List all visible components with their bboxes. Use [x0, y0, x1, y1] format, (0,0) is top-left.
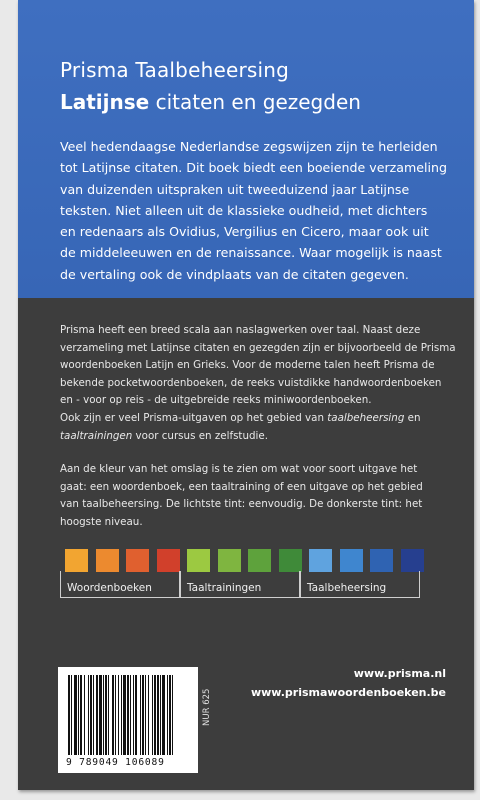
colour-swatch-row — [60, 549, 460, 573]
body-line: verzameling met Latijnse citaten en gezegden zijn er bijvoorbeeld de Prisma — [60, 341, 456, 354]
intro-line: teksten. Niet alleen uit de klassieke oudheid, met dichters — [60, 202, 428, 218]
emphasis-taalbeheersing: taalbeheersing — [327, 411, 405, 424]
title-rest: citaten en gezegden — [149, 90, 361, 114]
body-line: Prisma heeft een breed scala aan naslagwerken over taal. Naast deze — [60, 324, 421, 336]
colour-swatch — [279, 549, 302, 572]
colour-swatch — [96, 549, 119, 572]
category-taaltrainingen — [180, 571, 300, 598]
colour-swatch — [218, 549, 241, 572]
colour-swatch — [187, 549, 210, 572]
intro-line: de vertaling ook de vindplaats van de citaten gegeven. — [60, 266, 409, 282]
intro-line: tot Latijnse citaten. Dit boek biedt een boeiende verzameling — [60, 160, 447, 176]
body-line: Aan de kleur van het omslag is te zien om wat voor soort uitgave het — [60, 463, 418, 475]
colour-swatch — [309, 549, 332, 572]
intro-line: Veel hedendaagse Nederlandse zegswijzen zijn te herleiden — [60, 139, 438, 154]
intro-text — [60, 136, 460, 285]
body-line: van taalbeheersing. De lichtste tint: eenvoudig. De donkerste tint: het — [60, 498, 423, 511]
body-line: bekende pocketwoordenboeken, de reeks vuistdikke handwoordenboeken — [60, 376, 442, 389]
website-link-prisma[interactable]: www.prisma.nl — [353, 667, 446, 680]
body-line: woordenboeken Latijn en Grieks. Voor de moderne talen heeft Prisma de — [60, 359, 435, 372]
body-line: gaat: een woordenboek, een taaltraining of een uitgave op het gebied — [60, 480, 423, 493]
category-taalbeheersing — [300, 571, 420, 598]
category-label: Woordenboeken — [67, 582, 152, 594]
book-back-cover — [18, 0, 474, 790]
category-woordenboeken — [60, 571, 180, 598]
emphasis-taaltrainingen: taaltrainingen — [60, 429, 133, 442]
body-line: taaltrainingen voor cursus en zelfstudie. — [60, 429, 268, 442]
blue-header-panel — [18, 0, 474, 298]
intro-line: de middeleeuwen en de renaissance. Waar mogelijk is naast — [60, 245, 442, 261]
colour-swatch — [157, 549, 180, 572]
colour-swatch — [340, 549, 363, 572]
colour-swatch — [401, 549, 424, 572]
nur-code: NUR 625 — [202, 688, 212, 726]
colour-swatch — [126, 549, 149, 572]
website-link-prismawoordenboeken[interactable]: www.prismawoordenboeken.be — [250, 686, 446, 699]
colour-swatch — [248, 549, 271, 572]
book-title — [60, 90, 361, 114]
title-bold-word: Latijnse — [60, 90, 150, 114]
series-name: Prisma Taalbeheersing — [60, 58, 290, 82]
colour-swatch — [65, 549, 88, 572]
colour-swatch — [370, 549, 393, 572]
category-label: Taalbeheersing — [307, 582, 387, 594]
body-line: hoogste niveau. — [60, 515, 143, 528]
intro-line: van duizenden uitspraken uit tweeduizend jaar Latijnse — [60, 181, 410, 197]
barcode-icon — [66, 675, 190, 755]
paragraph-collection — [60, 322, 462, 445]
barcode-box — [58, 667, 198, 773]
body-line: en - voor op reis - de uitgebreide reeks miniwoordenboeken. — [60, 394, 372, 407]
intro-line: en redenaars als Ovidius, Vergilius en Cicero, maar ook uit — [60, 224, 429, 240]
paragraph-colour-legend — [60, 461, 462, 531]
category-label: Taaltrainingen — [187, 582, 262, 594]
isbn-number: 9 789049 106089 — [66, 757, 165, 768]
body-line: Ook zijn er veel Prisma-uitgaven op het gebied van taalbeheersing en — [60, 411, 421, 424]
